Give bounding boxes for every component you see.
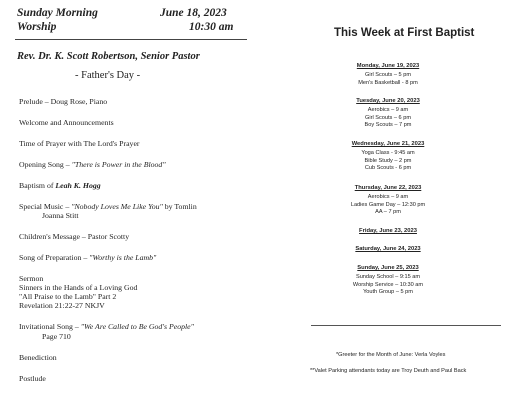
invitation-title: "We Are Called to Be God's People" bbox=[80, 322, 194, 331]
pastor-name: Rev. Dr. K. Scott Robertson, Senior Pastor bbox=[17, 51, 200, 62]
service-date: June 18, 2023 bbox=[160, 7, 227, 19]
special-music-singer: Joanna Stitt bbox=[42, 211, 79, 220]
week-event: Aerobics – 9 am bbox=[367, 107, 409, 113]
week-event: Bible Study – 2 pm bbox=[364, 157, 412, 164]
order-benediction: Benediction bbox=[19, 353, 57, 362]
baptism-name: Leah K. Hogg bbox=[55, 181, 101, 190]
week-event: Men's Basketball - 8 pm bbox=[358, 79, 418, 86]
week-day-heading: Thursday, June 22, 2023 bbox=[354, 185, 422, 191]
special-music-prefix: Special Music – bbox=[19, 202, 72, 211]
order-song-of-preparation bbox=[19, 253, 156, 262]
sermon-label: Sermon bbox=[19, 274, 44, 283]
service-name: Worship bbox=[17, 21, 57, 33]
week-event: Sunday School – 9:15 am bbox=[355, 274, 421, 280]
week-day-heading: Friday, June 23, 2023 bbox=[359, 228, 417, 234]
order-postlude: Postlude bbox=[19, 374, 46, 383]
week-event: Yoga Class - 9:45 am bbox=[361, 150, 415, 156]
week-event: Ladies Game Day – 12:30 pm bbox=[350, 201, 426, 208]
special-music-composer: by Tomlin bbox=[162, 202, 197, 211]
order-invitational-song bbox=[19, 322, 194, 331]
opening-song-prefix: Opening Song – bbox=[19, 160, 72, 169]
week-event: Girl Scouts – 6 pm bbox=[364, 114, 411, 121]
order-welcome: Welcome and Announcements bbox=[19, 118, 114, 127]
week-title: This Week at First Baptist bbox=[334, 27, 475, 39]
invitation-prefix: Invitational Song – bbox=[19, 322, 81, 331]
opening-song-title: "There is Power in the Blood" bbox=[71, 160, 166, 169]
order-opening-song bbox=[19, 160, 166, 169]
week-event: Cub Scouts - 6 pm bbox=[364, 165, 412, 172]
week-event: AA – 7 pm bbox=[375, 209, 401, 216]
week-day-heading: Monday, June 19, 2023 bbox=[356, 63, 420, 69]
week-event: Worship Service – 10:30 am bbox=[352, 281, 424, 288]
sermon-series: "All Praise to the Lamb" Part 2 bbox=[19, 292, 117, 301]
special-music-title: "Nobody Loves Me Like You" bbox=[71, 202, 163, 211]
invitation-page: Page 710 bbox=[42, 332, 71, 341]
service-time: 10:30 am bbox=[189, 21, 234, 33]
order-special-music bbox=[19, 202, 197, 211]
week-event: Boy Scouts – 7 pm bbox=[364, 122, 412, 129]
week-event: Girl Scouts – 5 pm bbox=[364, 72, 411, 78]
week-event: Aerobics – 9 am bbox=[367, 194, 409, 200]
baptism-prefix: Baptism of bbox=[19, 181, 56, 190]
week-event: Youth Group – 5 pm bbox=[363, 289, 413, 296]
greeter-note: *Greeter for the Month of June: Verla Voyles bbox=[336, 352, 446, 358]
order-prelude: Prelude – Doug Rose, Piano bbox=[19, 97, 108, 106]
sermon-scripture: Revelation 21:22-27 NKJV bbox=[19, 301, 105, 310]
service-day: Sunday Morning bbox=[17, 7, 98, 19]
valet-note: **Valet Parking attendants today are Troy Deuth and Paul Back bbox=[310, 368, 467, 374]
order-childrens-message: Children's Message – Pastor Scotty bbox=[19, 232, 130, 241]
week-day-heading: Sunday, June 25, 2023 bbox=[357, 265, 419, 271]
week-day-heading: Saturday, June 24, 2023 bbox=[355, 246, 421, 252]
week-day-heading: Wednesday, June 21, 2023 bbox=[351, 141, 425, 147]
sermon-title: Sinners in the Hands of a Loving God bbox=[19, 283, 138, 292]
schedule-divider bbox=[311, 325, 501, 326]
order-prayer: Time of Prayer with The Lord's Prayer bbox=[19, 139, 140, 148]
header-divider bbox=[15, 39, 247, 40]
occasion: - Father's Day - bbox=[75, 70, 141, 81]
week-day-heading: Tuesday, June 20, 2023 bbox=[356, 98, 420, 104]
preparation-prefix: Song of Preparation – bbox=[19, 253, 90, 262]
preparation-title: "Worthy is the Lamb" bbox=[89, 253, 157, 262]
order-baptism bbox=[19, 181, 101, 190]
